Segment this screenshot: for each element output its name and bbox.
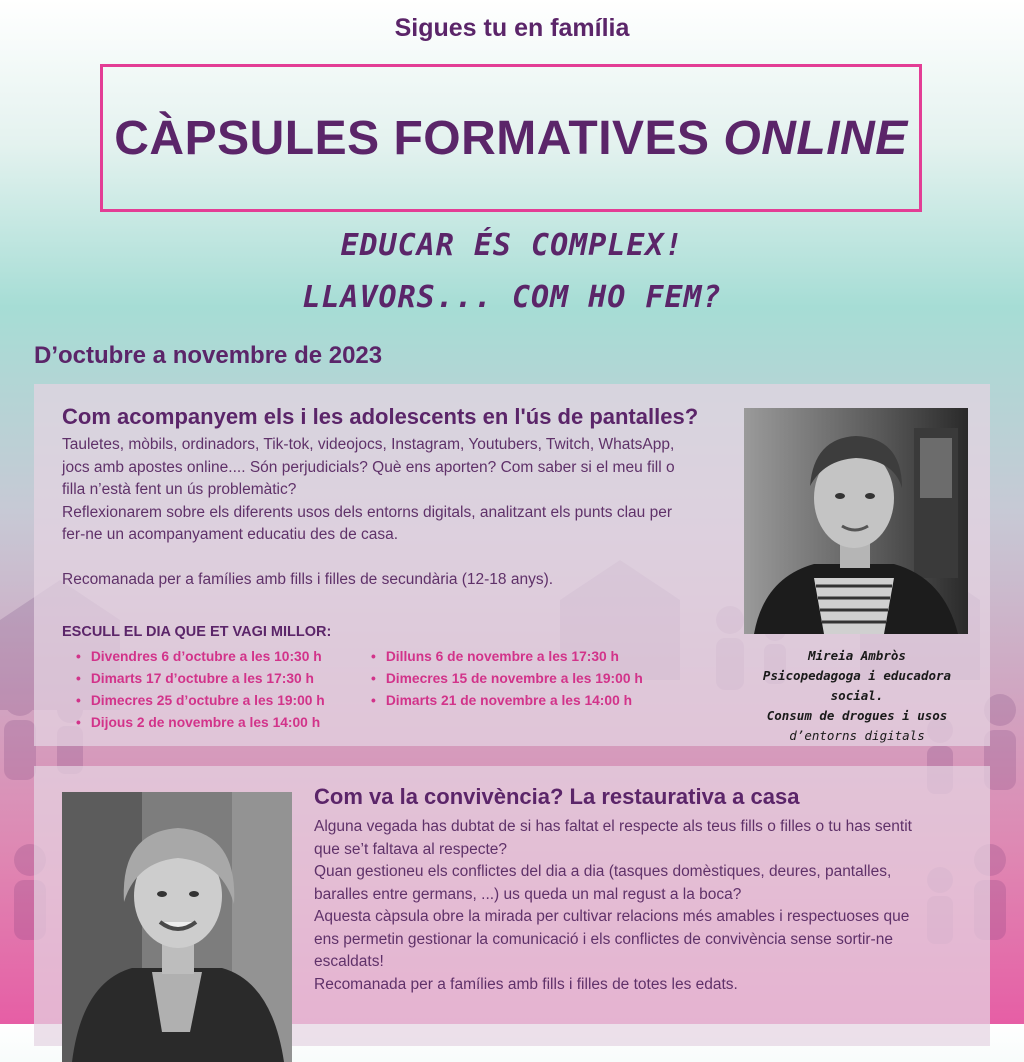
description-line: filla n’està fent un ús problemàtic? [62, 481, 297, 498]
capsule-title: Com acompanyem els i les adolescents en l'ús de pantalles? [62, 404, 699, 429]
description-line: fer-ne un acompanyament educatiu des de casa. [62, 526, 399, 543]
session-date: • Dilluns 6 de novembre a les 17:30 h [371, 646, 643, 668]
capsule-card-coexistence [34, 766, 990, 1046]
capsule-description [314, 816, 970, 996]
tagline-line-1: EDUCAR ÉS COMPLEX! [340, 228, 684, 263]
page-title: CÀPSULES FORMATIVES ONLINE [114, 111, 908, 165]
session-date: • Divendres 6 d’octubre a les 10:30 h [76, 646, 325, 668]
description-line: Quan gestioneu els conflictes del dia a dia (tasques domèstiques, deures, pantalles, [314, 863, 892, 880]
capsule-title: Com va la convivència? La restaurativa a casa [314, 784, 800, 809]
description-line: baralles entre germans, ...) us queda un mal regust a la boca? [314, 885, 742, 903]
period-heading: D’octubre a novembre de 2023 [34, 342, 383, 369]
speaker-photo [62, 792, 292, 1062]
description-line: jocs amb apostes online.... Són perjudicials? Què ens aporten? Com saber si el meu fill o [62, 458, 675, 476]
capsule-description [62, 434, 724, 591]
audience-recommendation: Recomanada per a famílies amb fills i filles de totes les edats. [314, 975, 738, 993]
session-date: • Dimarts 21 de novembre a les 14:00 h [371, 690, 643, 712]
session-date: • Dijous 2 de novembre a les 14:00 h [76, 712, 325, 734]
description-line: Alguna vegada has dubtat de si has faltat el respecte als teus fills o filles o tu has sentit [314, 818, 912, 835]
description-line: Reflexionarem sobre els diferents usos dels entorns digitals, analitzant els punts clau per [62, 503, 672, 521]
speaker-name: Mireia Ambròs [808, 648, 906, 663]
session-dates-list [76, 646, 325, 734]
session-date: • Dimecres 15 de novembre a les 19:00 h [371, 668, 643, 690]
session-date: • Dimecres 25 d’octubre a les 19:00 h [76, 690, 325, 712]
description-line: Tauletes, mòbils, ordinadors, Tik-tok, videojocs, Instagram, Youtubers, Twitch, WhatsApp, [62, 436, 675, 453]
speaker-photo [744, 408, 968, 634]
speaker-role: Psicopedagoga i educadora social. [762, 668, 952, 703]
description-line: ens permetin gestionar la comunicació i els conflictes de convivència sense sortir-ne [314, 930, 893, 948]
session-dates-list [371, 646, 643, 712]
title-box [100, 64, 922, 212]
session-date: • Dimarts 17 d’octubre a les 17:30 h [76, 668, 325, 690]
capsule-card-screens [34, 384, 990, 746]
description-line: escaldats! [314, 953, 384, 970]
event-subtitle: Sigues tu en família [394, 14, 630, 42]
tagline-line-2: LLAVORS... COM HO FEM? [302, 280, 722, 315]
description-line: que se’t faltava al respecte? [314, 840, 508, 858]
speaker-caption [734, 646, 980, 746]
choose-date-label: ESCULL EL DIA QUE ET VAGI MILLOR: [62, 624, 332, 640]
description-line: Aquesta càpsula obre la mirada per cultivar relacions més amables i respectuoses que [314, 908, 910, 925]
audience-recommendation: Recomanada per a famílies amb fills i filles de secundària (12-18 anys). [62, 570, 554, 588]
speaker-topic: d’entorns digitals [789, 728, 925, 743]
speaker-topic: Consum de drogues i usos [766, 708, 948, 723]
